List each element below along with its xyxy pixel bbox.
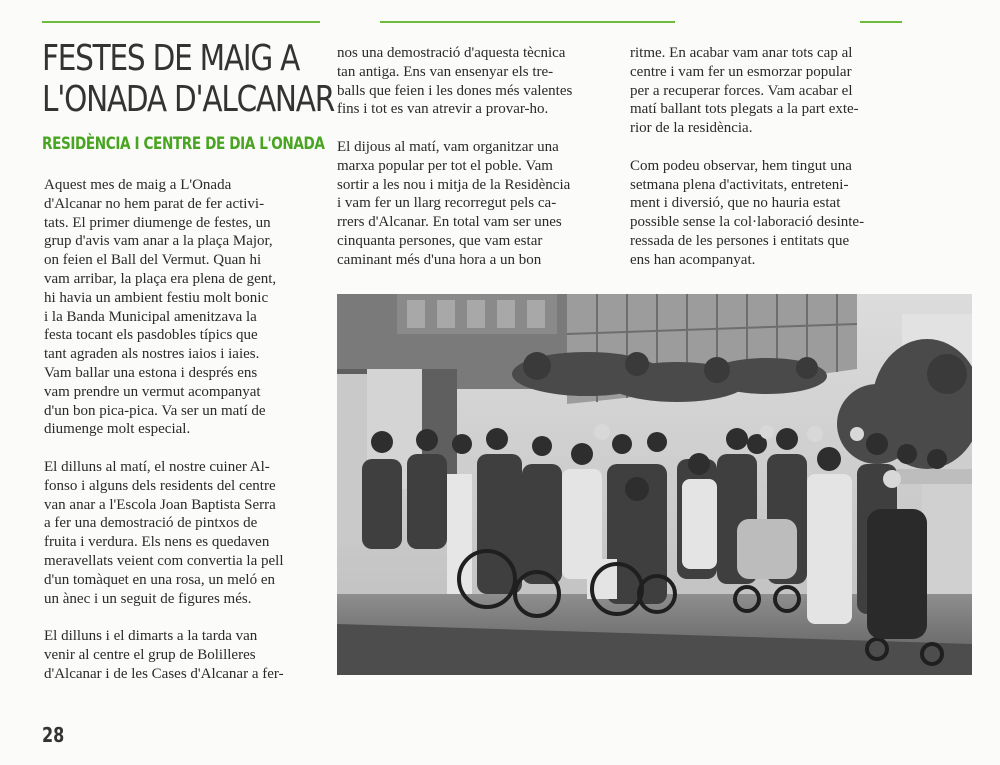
text-line: ment i diversió, que no hauria estat	[630, 195, 841, 212]
text-line: ens han acompanyat.	[630, 251, 756, 268]
paragraph-break	[337, 119, 572, 138]
text-line: possible sense la col·laboració desinte-	[630, 214, 865, 231]
text-line: matí ballant tots plegats a la part exte-	[630, 101, 859, 118]
text-line: setmana plena d'activitats, entreteni-	[630, 176, 849, 193]
text-line: marxa popular per tot el poble. Vam	[337, 157, 553, 174]
text-line: vam arribar, la plaça era plena de gent,	[44, 270, 277, 287]
text-line: meravellats veient com convertia la pell	[44, 552, 284, 569]
text-line: rrers d'Alcanar. En total vam ser unes	[337, 214, 562, 231]
text-line: d'Alcanar no hem parat de fer activi-	[44, 195, 265, 212]
text-line: d'un tomàquet en una rosa, un meló en	[44, 571, 275, 588]
text-line: caminant més d'una hora a un bon	[337, 251, 542, 268]
paragraph-break	[630, 138, 864, 157]
article-title-line-2: L'ONADA D'ALCANAR	[42, 79, 335, 120]
page-number: 28	[42, 723, 65, 747]
text-line: nos una demostració d'aquesta tècnica	[337, 45, 566, 61]
text-line: tan antiga. Ens van ensenyar els tre-	[337, 63, 554, 80]
text-line: tats. El primer diumenge de festes, un	[44, 214, 271, 231]
text-line: diumenge molt especial.	[44, 421, 191, 438]
text-line: Com podeu observar, hem tingut una	[630, 157, 852, 174]
text-line: El dilluns al matí, el nostre cuiner Al-	[44, 458, 270, 475]
top-rule-left	[42, 21, 320, 23]
paragraph-break	[44, 439, 284, 458]
text-line: vam prendre un vermut acompanyat	[44, 383, 261, 400]
group-photo	[337, 294, 972, 675]
article-title-line-1: FESTES DE MAIG A	[42, 38, 300, 79]
article-column-1	[44, 176, 284, 684]
text-line: un ànec i un seguit de figures més.	[44, 590, 252, 607]
text-line: sortir a les nou i mitja de la Residència	[337, 176, 571, 193]
text-line: festa tocant els pasdobles típics que	[44, 327, 258, 344]
text-line: grup d'avis vam anar a la plaça Major,	[44, 233, 273, 250]
text-line: i la Banda Municipal amenitzava la	[44, 308, 257, 325]
text-line: venir al centre el grup de Bolilleres	[44, 646, 256, 663]
text-line: fruita i verdura. Els nens es quedaven	[44, 534, 270, 551]
text-line: ritme. En acabar vam anar tots cap al	[630, 45, 853, 61]
text-line: ressada de les persones i entitats que	[630, 232, 850, 249]
text-line: El dilluns i el dimarts a la tarda van	[44, 628, 258, 645]
text-line: hi havia un ambient festiu molt bonic	[44, 289, 269, 306]
text-line: per a recuperar forces. Vam acabar el	[630, 82, 853, 99]
text-line: fins i tot es van atrevir a provar-ho.	[337, 101, 549, 118]
text-line: rior de la residència.	[630, 120, 753, 137]
text-line: centre i vam fer un esmorzar popular	[630, 63, 852, 80]
text-line: Aquest mes de maig a L'Onada	[44, 177, 232, 193]
text-line: on feien el Ball del Vermut. Quan hi	[44, 252, 262, 269]
paragraph-break	[44, 608, 284, 627]
text-line: cinquanta persones, que vam estar	[337, 232, 543, 249]
top-rule-accent	[585, 21, 675, 23]
text-line: van anar a l'Escola Joan Baptista Serra	[44, 496, 276, 513]
top-rule-middle	[380, 21, 620, 23]
text-line: tant agraden als nostres iaios i iaies.	[44, 346, 260, 363]
text-line: i vam fer un llarg recorregut pels ca-	[337, 195, 557, 212]
article-column-3	[630, 44, 864, 270]
text-line: d'Alcanar i de les Cases d'Alcanar a fer-	[44, 665, 284, 682]
article-subtitle: RESIDÈNCIA I CENTRE DE DIA L'ONADA	[42, 134, 325, 154]
top-rule-right	[860, 21, 902, 23]
text-line: a fer una demostració de pintxos de	[44, 515, 258, 532]
text-line: d'un bon pica-pica. Va ser un matí de	[44, 402, 266, 419]
article-title	[42, 38, 335, 120]
text-line: fonso i alguns dels residents del centre	[44, 477, 276, 494]
article-column-2	[337, 44, 572, 270]
text-line: El dijous al matí, vam organitzar una	[337, 138, 559, 155]
text-line: balls que feien i les dones més valentes	[337, 82, 573, 99]
text-line: Vam ballar una estona i després ens	[44, 364, 258, 381]
